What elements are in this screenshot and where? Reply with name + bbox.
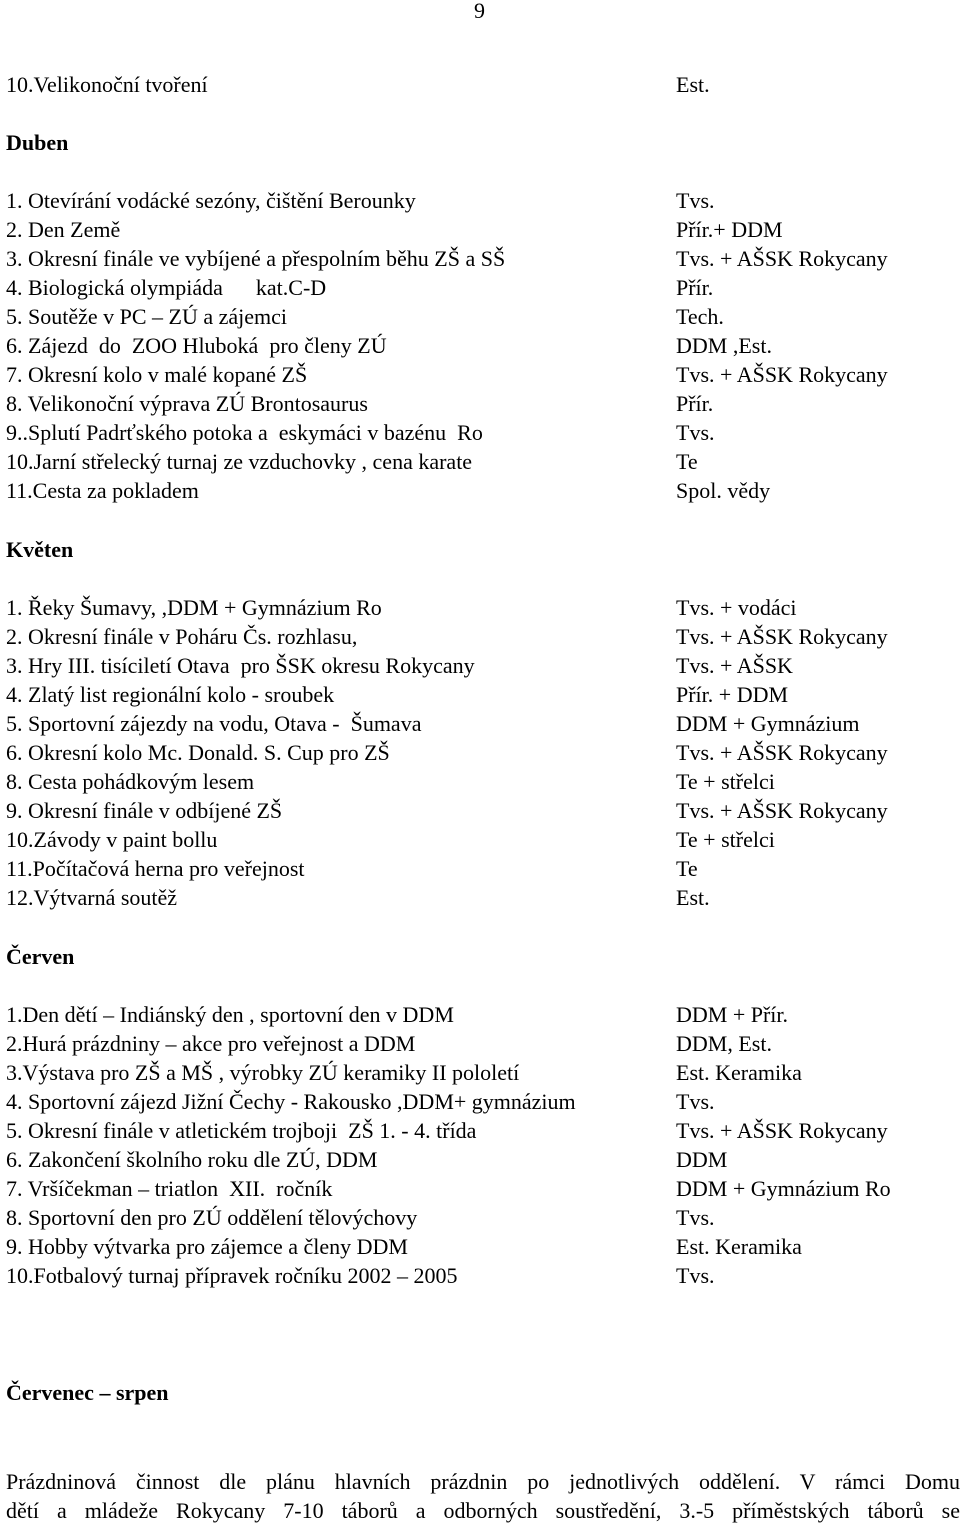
list-item (6, 302, 956, 331)
event-organizer: Tvs. (676, 1205, 715, 1230)
list-item (6, 1029, 956, 1058)
event-organizer: Přír. (676, 391, 714, 416)
list-item (6, 273, 956, 302)
event-name: 4. Sportovní zájezd Jižní Čechy - Rakousko ,DDM+ gymnázium (6, 1089, 576, 1114)
event-organizer: DDM (676, 1147, 728, 1172)
event-organizer: Tvs. + AŠSK Rokycany (676, 740, 888, 765)
list-item (6, 476, 956, 505)
event-organizer: Spol. vědy (676, 478, 771, 503)
event-organizer: DDM, Est. (676, 1031, 772, 1056)
event-organizer: Est. Keramika (676, 1060, 802, 1085)
list-item (6, 622, 956, 651)
event-organizer: Tvs. + AŠSK Rokycany (676, 1118, 888, 1143)
event-name: 3. Hry III. tisíciletí Otava pro ŠSK okresu Rokycany (6, 653, 475, 678)
list-item (6, 651, 956, 680)
summer-paragraph-line-1: Prázdninová činnost dle plánu hlavních prázdnin po jednotlivých oddělení. V rámci Domu (6, 1469, 960, 1494)
event-organizer: Přír.+ DDM (676, 217, 783, 242)
event-organizer: Tvs. (676, 1089, 715, 1114)
list-item (6, 738, 956, 767)
event-organizer: Tech. (676, 304, 724, 329)
event-organizer: Tvs. + AŠSK Rokycany (676, 798, 888, 823)
event-name: 12.Výtvarná soutěž (6, 885, 178, 910)
list-item (6, 1087, 956, 1116)
list-item (6, 1261, 956, 1290)
list-item (6, 1232, 956, 1261)
section-heading-cerven: Červen (6, 944, 75, 969)
event-name: 6. Zájezd do ZOO Hluboká pro členy ZÚ (6, 333, 387, 358)
event-name: 9. Okresní finále v odbíjené ZŠ (6, 798, 283, 823)
event-name: 7. Okresní kolo v malé kopané ZŠ (6, 362, 308, 387)
list-item (6, 389, 956, 418)
event-organizer: Est. Keramika (676, 1234, 802, 1259)
event-name: 7. Vršíčekman – triatlon XII. ročník (6, 1176, 333, 1201)
event-name: 2. Okresní finále v Poháru Čs. rozhlasu, (6, 624, 358, 649)
event-name: 9. Hobby výtvarka pro zájemce a členy DDM (6, 1234, 408, 1259)
list-item (6, 1174, 956, 1203)
event-organizer: Tvs. (676, 1263, 715, 1288)
event-organizer: DDM + Přír. (676, 1002, 789, 1027)
event-organizer: Tvs. (676, 188, 715, 213)
list-item (6, 331, 956, 360)
list-item (6, 854, 956, 883)
list-item (6, 1145, 956, 1174)
list-item (6, 593, 956, 622)
list-item (6, 186, 956, 215)
list-item (6, 70, 956, 99)
event-organizer: Est. (676, 885, 710, 910)
list-item (6, 244, 956, 273)
event-name: 10.Fotbalový turnaj přípravek ročníku 2002 – 2005 (6, 1263, 458, 1288)
page-number: 9 (474, 0, 485, 23)
list-item (6, 767, 956, 796)
event-name: 8. Cesta pohádkovým lesem (6, 769, 255, 794)
section-heading-kveten: Květen (6, 537, 74, 562)
event-name: 5. Sportovní zájezdy na vodu, Otava - Šumava (6, 711, 422, 736)
event-name: 8. Velikonoční výprava ZÚ Brontosaurus (6, 391, 368, 416)
summer-paragraph-line-2: dětí a mládeže Rokycany 7-10 táborů a odborných soustředění, 3.-5 příměstských táborů se (6, 1498, 960, 1523)
list-item (6, 825, 956, 854)
event-name: 1.Den dětí – Indiánský den , sportovní den v DDM (6, 1002, 454, 1027)
event-name: 8. Sportovní den pro ZÚ oddělení tělovýchovy (6, 1205, 418, 1230)
event-name: 3.Výstava pro ZŠ a MŠ , výrobky ZÚ keramiky II pololetí (6, 1060, 520, 1085)
list-item (6, 796, 956, 825)
list-item (6, 418, 956, 447)
event-name: 4. Zlatý list regionální kolo - sroubek (6, 682, 335, 707)
event-name: 10.Jarní střelecký turnaj ze vzduchovky , cena karate (6, 449, 473, 474)
list-item (6, 1058, 956, 1087)
list-item (6, 360, 956, 389)
event-organizer: DDM + Gymnázium (676, 711, 860, 736)
event-name: 11.Cesta za pokladem (6, 478, 199, 503)
event-name: 4. Biologická olympiáda kat.C-D (6, 275, 327, 300)
list-item (6, 709, 956, 738)
event-organizer: Te (676, 856, 698, 881)
event-organizer: Tvs. + vodáci (676, 595, 797, 620)
list-item (6, 447, 956, 476)
list-item (6, 883, 956, 912)
event-organizer: Te (676, 449, 698, 474)
event-name: 2.Hurá prázdniny – akce pro veřejnost a DDM (6, 1031, 416, 1056)
event-organizer: Přír. + DDM (676, 682, 789, 707)
event-name: 11.Počítačová herna pro veřejnost (6, 856, 305, 881)
event-organizer: Te + střelci (676, 769, 775, 794)
event-organizer: DDM ,Est. (676, 333, 772, 358)
event-name: 9..Splutí Padrťského potoka a eskymáci v bazénu Ro (6, 420, 483, 445)
event-name: 3. Okresní finále ve vybíjené a přespolním běhu ZŠ a SŠ (6, 246, 506, 271)
list-item (6, 215, 956, 244)
event-organizer: Tvs. + AŠSK (676, 653, 793, 678)
list-item (6, 680, 956, 709)
list-item (6, 1000, 956, 1029)
list-item (6, 1116, 956, 1145)
event-name: 1. Řeky Šumavy, ,DDM + Gymnázium Ro (6, 595, 382, 620)
event-name: 2. Den Země (6, 217, 121, 242)
event-organizer: Tvs. (676, 420, 715, 445)
event-name: 10.Velikonoční tvoření (6, 72, 208, 97)
event-organizer: Tvs. + AŠSK Rokycany (676, 246, 888, 271)
event-organizer: Te + střelci (676, 827, 775, 852)
event-name: 6. Zakončení školního roku dle ZÚ, DDM (6, 1147, 378, 1172)
event-name: 5. Okresní finále v atletickém trojboji ZŠ 1. - 4. třída (6, 1118, 477, 1143)
event-organizer: DDM + Gymnázium Ro (676, 1176, 891, 1201)
event-name: 5. Soutěže v PC – ZÚ a zájemci (6, 304, 288, 329)
section-heading-duben: Duben (6, 130, 69, 155)
event-organizer: Tvs. + AŠSK Rokycany (676, 624, 888, 649)
event-name: 6. Okresní kolo Mc. Donald. S. Cup pro ZŠ (6, 740, 390, 765)
event-name: 1. Otevírání vodácké sezóny, čištění Berounky (6, 188, 416, 213)
section-heading-summer: Červenec – srpen (6, 1380, 169, 1405)
list-item (6, 1203, 956, 1232)
event-organizer: Est. (676, 72, 710, 97)
event-name: 10.Závody v paint bollu (6, 827, 218, 852)
event-organizer: Přír. (676, 275, 714, 300)
event-organizer: Tvs. + AŠSK Rokycany (676, 362, 888, 387)
